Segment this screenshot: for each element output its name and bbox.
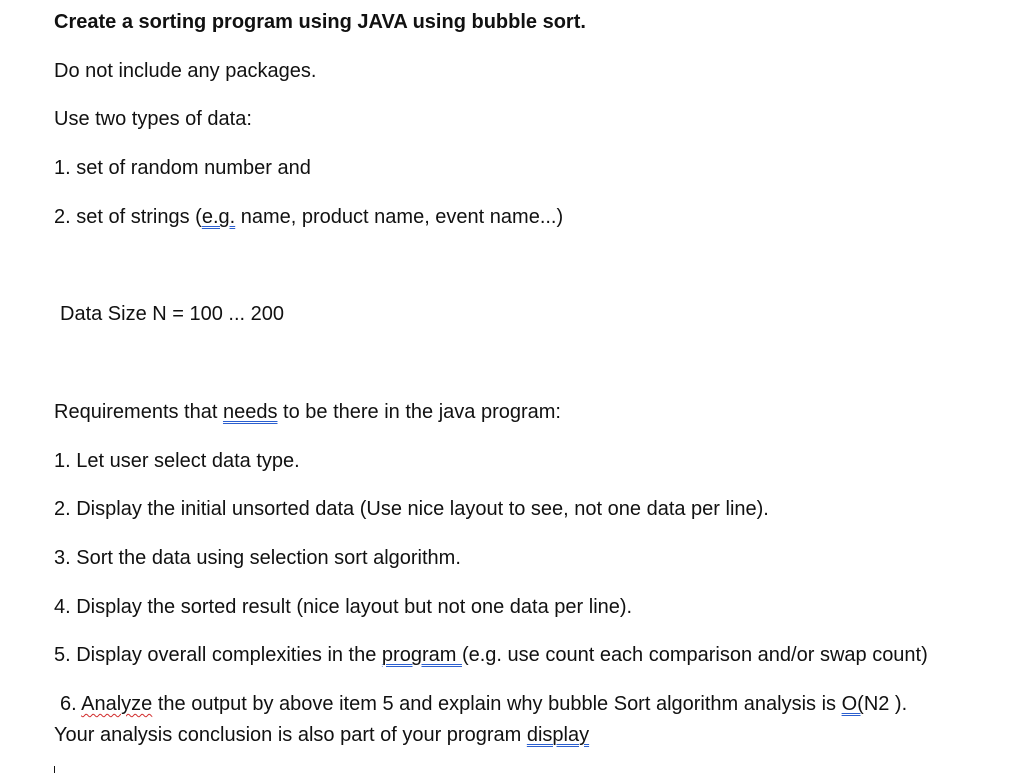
data-size-text: Data Size N = 100 ... 200 [60,303,285,325]
text-cursor [54,766,55,773]
requirement-item-5-prefix: 5. Display overall complexities in the [54,644,382,666]
data-type-item-2-suffix: name, product name, event name...) [235,206,564,228]
requirement-item-6-middle: the output by above item 5 and explain why bubble Sort algorithm analysis is [152,693,842,715]
requirements-heading-suffix: to be there in the java program: [277,401,561,423]
requirement-item-6-continuation [54,723,589,747]
requirement-item-6 [60,692,907,716]
requirements-heading-prefix: Requirements that [54,401,223,423]
spelling-flag-analyze[interactable]: Analyze [81,693,153,715]
requirement-item-3: 3. Sort the data using selection sort algorithm. [54,547,461,569]
document-title: Create a sorting program using JAVA using bubble sort. [54,11,586,33]
data-type-item-1: 1. set of random number and [54,157,311,179]
grammar-flag-needs[interactable]: needs [222,401,278,423]
grammar-flag-program[interactable]: program [381,644,462,666]
requirement-item-5 [54,643,928,667]
requirement-item-5-suffix: (e.g. use count each comparison and/or swap count) [461,644,928,666]
requirement-item-4: 4. Display the sorted result (nice layout but not one data per line). [54,596,633,618]
requirement-item-6-suffix: N2 ). [863,693,908,715]
data-type-item-2-prefix: 2. set of strings ( [54,206,202,228]
requirement-item-6-continuation-prefix: Your analysis conclusion is also part of your program [54,724,527,746]
requirement-item-1: 1. Let user select data type. [54,450,300,472]
intro-text: Do not include any packages. [54,60,317,82]
data-type-item-2 [54,205,563,229]
grammar-flag-o[interactable]: O( [841,693,864,715]
data-types-heading: Use two types of data: [54,108,252,130]
requirements-heading [54,400,561,424]
requirement-item-2: 2. Display the initial unsorted data (Use nice layout to see, not one data per line). [54,498,769,520]
requirement-item-6-prefix: 6. [60,693,82,715]
grammar-flag-eg[interactable]: e.g. [201,206,236,228]
grammar-flag-display[interactable]: display [526,724,590,746]
